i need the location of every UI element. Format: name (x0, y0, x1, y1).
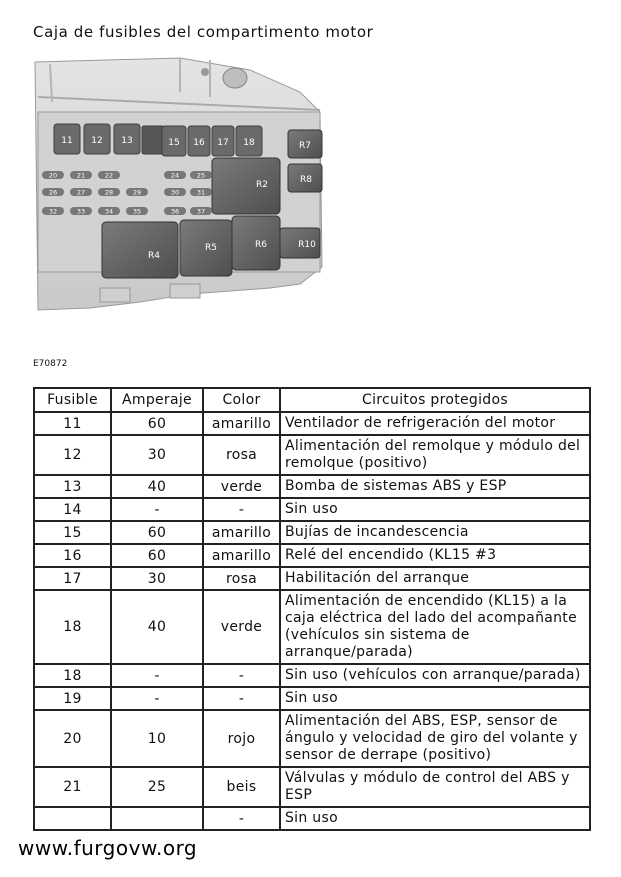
cell-color: rosa (203, 435, 280, 475)
cell-circuit: Alimentación del ABS, ESP, sensor de ángulo y velocidad de giro del volante y sensor de derrape (positivo) (280, 710, 590, 767)
svg-text:22: 22 (104, 171, 114, 180)
cell-circuit: Relé del encendido (KL15 #3 (280, 544, 590, 567)
svg-text:26: 26 (48, 188, 58, 197)
cell-color: beis (203, 767, 280, 807)
top-fuse-row (54, 124, 262, 156)
svg-text:34: 34 (104, 207, 114, 216)
cell-circuit: Válvulas y módulo de control del ABS y ESP (280, 767, 590, 807)
svg-text:37: 37 (196, 207, 206, 216)
table-row (34, 544, 590, 567)
cell-color: - (203, 687, 280, 710)
cell-amp: 25 (111, 767, 203, 807)
relay-label: R5 (205, 243, 217, 253)
relay-label: R4 (148, 251, 160, 261)
cell-circuit: Bujías de incandescencia (280, 521, 590, 544)
cell-color: - (203, 498, 280, 521)
cell-color: verde (203, 590, 280, 664)
svg-text:36: 36 (170, 207, 180, 216)
fuse-label: 11 (61, 136, 73, 146)
cell-circuit: Sin uso (280, 807, 590, 830)
table-row (34, 567, 590, 590)
cell-fuse: 12 (34, 435, 111, 475)
svg-text:30: 30 (170, 188, 180, 197)
cell-fuse: 14 (34, 498, 111, 521)
svg-text:29: 29 (132, 188, 142, 197)
table-row (34, 498, 590, 521)
cell-fuse: 20 (34, 710, 111, 767)
cell-fuse: 21 (34, 767, 111, 807)
table-row (34, 664, 590, 687)
cell-color: - (203, 664, 280, 687)
table-row (34, 590, 590, 664)
page-title: Caja de fusibles del compartimento motor (33, 23, 374, 41)
cell-fuse: 18 (34, 664, 111, 687)
cell-amp: 40 (111, 590, 203, 664)
cell-fuse: 11 (34, 412, 111, 435)
table-row (34, 687, 590, 710)
cell-amp: - (111, 687, 203, 710)
svg-text:28: 28 (104, 188, 114, 197)
svg-text:32: 32 (48, 207, 58, 216)
cell-fuse: 19 (34, 687, 111, 710)
table-row (34, 435, 590, 475)
fuse-label: 17 (217, 138, 229, 148)
table-row (34, 710, 590, 767)
cell-circuit: Sin uso (280, 498, 590, 521)
relay-label: R7 (299, 141, 311, 151)
cell-color: - (203, 807, 280, 830)
cell-fuse (34, 807, 111, 830)
relay-label: R6 (255, 240, 267, 250)
cell-color: rosa (203, 567, 280, 590)
svg-text:27: 27 (76, 188, 86, 197)
cell-circuit: Alimentación del remolque y módulo del remolque (positivo) (280, 435, 590, 475)
cell-fuse: 16 (34, 544, 111, 567)
svg-text:33: 33 (76, 207, 86, 216)
cell-color: amarillo (203, 544, 280, 567)
table-row (34, 521, 590, 544)
cell-circuit: Ventilador de refrigeración del motor (280, 412, 590, 435)
cell-amp: 10 (111, 710, 203, 767)
fuse-label: 12 (91, 136, 103, 146)
cell-color: amarillo (203, 412, 280, 435)
relay-label: R2 (256, 180, 268, 190)
cell-amp: - (111, 664, 203, 687)
cell-color: rojo (203, 710, 280, 767)
table-row (34, 475, 590, 498)
cell-circuit: Bomba de sistemas ABS y ESP (280, 475, 590, 498)
cell-amp: 30 (111, 567, 203, 590)
figure-code: E70872 (33, 359, 68, 369)
cell-color: verde (203, 475, 280, 498)
table-header-row (34, 388, 590, 412)
cell-color: amarillo (203, 521, 280, 544)
table-row (34, 767, 590, 807)
svg-text:21: 21 (76, 171, 86, 180)
header-color: Color (203, 388, 280, 412)
table-row (34, 412, 590, 435)
cell-amp: 40 (111, 475, 203, 498)
header-fuse: Fusible (34, 388, 111, 412)
cell-circuit: Alimentación de encendido (KL15) a la caja eléctrica del lado del acompañante (vehículos sin sistema de arranque/parada) (280, 590, 590, 664)
svg-text:25: 25 (196, 171, 206, 180)
fuse-label: 13 (121, 136, 133, 146)
cell-amp: 30 (111, 435, 203, 475)
fuse-label: 18 (243, 138, 255, 148)
cell-amp: 60 (111, 544, 203, 567)
cell-fuse: 13 (34, 475, 111, 498)
cell-circuit: Habilitación del arranque (280, 567, 590, 590)
svg-text:31: 31 (196, 188, 206, 197)
cell-fuse: 18 (34, 590, 111, 664)
table-row (34, 807, 590, 830)
fuse-table (33, 387, 591, 831)
relay-label: R10 (298, 240, 316, 250)
cell-amp: 60 (111, 412, 203, 435)
svg-text:20: 20 (48, 171, 58, 180)
relay-label: R8 (300, 175, 312, 185)
watermark: www.furgovw.org (18, 836, 198, 860)
fuse-label: 15 (168, 138, 180, 148)
cell-circuit: Sin uso (280, 687, 590, 710)
fuse-box-illustration (30, 52, 330, 314)
header-circuits: Circuitos protegidos (280, 388, 590, 412)
cell-fuse: 15 (34, 521, 111, 544)
cell-amp: 60 (111, 521, 203, 544)
cell-amp: - (111, 498, 203, 521)
cell-circuit: Sin uso (vehículos con arranque/parada) (280, 664, 590, 687)
fuse-label: 16 (193, 138, 205, 148)
header-amperage: Amperaje (111, 388, 203, 412)
svg-text:24: 24 (170, 171, 180, 180)
svg-text:35: 35 (132, 207, 142, 216)
cell-fuse: 17 (34, 567, 111, 590)
cell-amp (111, 807, 203, 830)
